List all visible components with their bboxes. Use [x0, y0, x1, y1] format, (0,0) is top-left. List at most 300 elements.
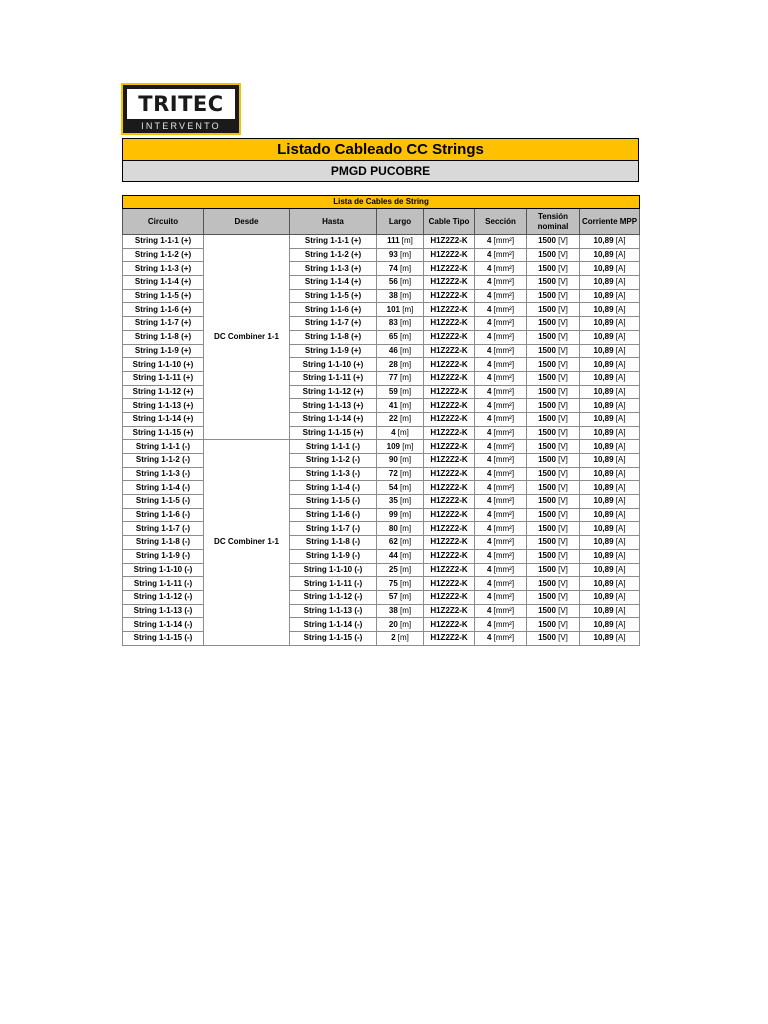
destination-value: String 1-1-5 (-)	[305, 496, 361, 506]
section-cell	[475, 522, 527, 536]
section-value: 4	[486, 400, 492, 410]
voltage-unit: [V]	[558, 619, 568, 629]
voltage-cell	[527, 604, 580, 618]
voltage-unit: [V]	[558, 359, 568, 369]
current-cell	[580, 563, 640, 577]
table-row	[123, 563, 640, 577]
current-unit: [A]	[615, 605, 626, 615]
current-value: 10,89	[593, 469, 614, 479]
current-value: 10,89	[593, 414, 614, 424]
cable-type-value: H1Z2Z2-K	[430, 496, 468, 506]
length-cell	[377, 303, 424, 317]
length-value: 54	[388, 482, 398, 492]
circuit-value: String 1-1-5 (-)	[135, 496, 191, 506]
cable-type-value: H1Z2Z2-K	[430, 605, 468, 615]
current-cell	[580, 508, 640, 522]
section-value: 4	[486, 345, 492, 355]
section-unit: [mm²]	[493, 277, 515, 287]
length-unit: [m]	[400, 469, 412, 479]
voltage-value: 1500	[538, 537, 556, 547]
section-unit: [mm²]	[493, 373, 515, 383]
destination-cell	[290, 289, 377, 303]
table-row	[123, 536, 640, 550]
section-cell	[475, 276, 527, 290]
current-unit: [A]	[615, 304, 626, 314]
table-row	[123, 522, 640, 536]
section-unit: [mm²]	[493, 510, 515, 520]
length-unit: [m]	[400, 496, 412, 506]
voltage-value: 1500	[538, 414, 556, 424]
circuit-cell	[123, 262, 204, 276]
cable-type-value: H1Z2Z2-K	[430, 414, 468, 424]
current-unit: [A]	[615, 250, 626, 260]
voltage-value: 1500	[538, 633, 556, 643]
length-cell	[377, 549, 424, 563]
voltage-unit: [V]	[558, 510, 568, 520]
destination-value: String 1-1-3 (+)	[304, 263, 362, 273]
table-row	[123, 371, 640, 385]
current-value: 10,89	[593, 578, 614, 588]
circuit-cell	[123, 440, 204, 454]
voltage-value: 1500	[538, 318, 556, 328]
length-value: 4	[391, 427, 396, 437]
origin-value: DC Combiner 1-1	[214, 537, 279, 547]
circuit-cell	[123, 303, 204, 317]
current-cell	[580, 248, 640, 262]
circuit-value: String 1-1-1 (-)	[135, 441, 191, 451]
length-unit: [m]	[402, 441, 414, 451]
length-cell	[377, 618, 424, 632]
circuit-value: String 1-1-15 (+)	[132, 427, 194, 437]
cable-type-cell	[424, 385, 475, 399]
voltage-value: 1500	[538, 482, 556, 492]
section-cell	[475, 495, 527, 509]
voltage-cell	[527, 481, 580, 495]
circuit-value: String 1-1-12 (+)	[132, 386, 194, 396]
cable-type-cell	[424, 495, 475, 509]
voltage-unit: [V]	[558, 345, 568, 355]
length-value: 2	[391, 633, 396, 643]
length-cell	[377, 563, 424, 577]
current-value: 10,89	[593, 496, 614, 506]
length-cell	[377, 262, 424, 276]
voltage-unit: [V]	[558, 482, 568, 492]
length-value: 74	[388, 263, 398, 273]
length-value: 38	[388, 605, 398, 615]
voltage-value: 1500	[538, 619, 556, 629]
section-value: 4	[486, 427, 492, 437]
voltage-cell	[527, 631, 580, 645]
destination-cell	[290, 426, 377, 440]
voltage-unit: [V]	[558, 291, 568, 301]
current-unit: [A]	[615, 414, 626, 424]
section-unit: [mm²]	[493, 441, 515, 451]
section-cell	[475, 631, 527, 645]
section-value: 4	[486, 564, 492, 574]
length-unit: [m]	[400, 291, 412, 301]
section-unit: [mm²]	[493, 345, 515, 355]
cable-type-cell	[424, 577, 475, 591]
destination-value: String 1-1-9 (-)	[305, 551, 361, 561]
column-header: Desde	[204, 209, 290, 235]
current-unit: [A]	[615, 523, 626, 533]
length-unit: [m]	[400, 455, 412, 465]
cable-type-value: H1Z2Z2-K	[430, 277, 468, 287]
section-unit: [mm²]	[493, 318, 515, 328]
current-value: 10,89	[593, 523, 614, 533]
section-value: 4	[486, 523, 492, 533]
circuit-value: String 1-1-7 (+)	[134, 318, 192, 328]
voltage-unit: [V]	[558, 277, 568, 287]
destination-value: String 1-1-10 (+)	[302, 359, 364, 369]
voltage-unit: [V]	[558, 537, 568, 547]
table-caption: Lista de Cables de String	[123, 196, 640, 209]
section-cell	[475, 248, 527, 262]
circuit-cell	[123, 248, 204, 262]
voltage-cell	[527, 344, 580, 358]
circuit-cell	[123, 330, 204, 344]
cable-type-cell	[424, 276, 475, 290]
voltage-cell	[527, 385, 580, 399]
table-body	[123, 235, 640, 646]
voltage-unit: [V]	[558, 250, 568, 260]
current-cell	[580, 549, 640, 563]
section-value: 4	[486, 291, 492, 301]
cable-type-cell	[424, 262, 475, 276]
table-row	[123, 631, 640, 645]
length-cell	[377, 248, 424, 262]
current-unit: [A]	[615, 551, 626, 561]
current-value: 10,89	[593, 455, 614, 465]
destination-value: String 1-1-13 (-)	[303, 605, 363, 615]
circuit-value: String 1-1-10 (+)	[132, 359, 194, 369]
cable-type-value: H1Z2Z2-K	[430, 304, 468, 314]
voltage-value: 1500	[538, 236, 556, 246]
cable-type-cell	[424, 590, 475, 604]
current-cell	[580, 604, 640, 618]
current-unit: [A]	[615, 277, 626, 287]
voltage-unit: [V]	[558, 633, 568, 643]
voltage-unit: [V]	[558, 236, 568, 246]
voltage-value: 1500	[538, 578, 556, 588]
length-unit: [m]	[400, 386, 412, 396]
current-unit: [A]	[615, 592, 626, 602]
circuit-value: String 1-1-12 (-)	[133, 592, 193, 602]
circuit-value: String 1-1-8 (+)	[134, 332, 192, 342]
current-cell	[580, 577, 640, 591]
current-unit: [A]	[615, 482, 626, 492]
destination-value: String 1-1-11 (-)	[303, 578, 363, 588]
circuit-cell	[123, 399, 204, 413]
cable-type-cell	[424, 426, 475, 440]
table-row	[123, 495, 640, 509]
cable-type-cell	[424, 467, 475, 481]
destination-value: String 1-1-2 (+)	[304, 250, 362, 260]
logo-brand: TRITEC	[138, 91, 224, 116]
length-value: 38	[388, 291, 398, 301]
length-value: 111	[387, 236, 400, 246]
voltage-unit: [V]	[558, 496, 568, 506]
circuit-cell	[123, 426, 204, 440]
current-unit: [A]	[615, 359, 626, 369]
table-row	[123, 577, 640, 591]
voltage-unit: [V]	[558, 523, 568, 533]
circuit-cell	[123, 289, 204, 303]
circuit-cell	[123, 454, 204, 468]
current-cell	[580, 262, 640, 276]
section-value: 4	[486, 277, 492, 287]
circuit-cell	[123, 618, 204, 632]
current-value: 10,89	[593, 345, 614, 355]
current-cell	[580, 385, 640, 399]
cable-type-value: H1Z2Z2-K	[430, 469, 468, 479]
length-value: 72	[388, 469, 398, 479]
length-value: 77	[388, 373, 398, 383]
destination-cell	[290, 522, 377, 536]
voltage-value: 1500	[538, 250, 556, 260]
voltage-unit: [V]	[558, 332, 568, 342]
voltage-unit: [V]	[558, 441, 568, 451]
section-unit: [mm²]	[493, 551, 515, 561]
current-value: 10,89	[593, 510, 614, 520]
length-unit: [m]	[400, 332, 412, 342]
table-row	[123, 385, 640, 399]
destination-value: String 1-1-3 (-)	[305, 469, 361, 479]
destination-cell	[290, 317, 377, 331]
length-unit: [m]	[400, 551, 412, 561]
section-unit: [mm²]	[493, 633, 515, 643]
circuit-cell	[123, 508, 204, 522]
cable-type-cell	[424, 454, 475, 468]
section-cell	[475, 262, 527, 276]
cable-type-cell	[424, 248, 475, 262]
section-cell	[475, 303, 527, 317]
length-value: 35	[388, 496, 398, 506]
length-value: 46	[388, 345, 398, 355]
cable-type-cell	[424, 371, 475, 385]
section-cell	[475, 618, 527, 632]
destination-cell	[290, 454, 377, 468]
cable-type-cell	[424, 289, 475, 303]
length-unit: [m]	[400, 318, 412, 328]
current-cell	[580, 303, 640, 317]
voltage-value: 1500	[538, 564, 556, 574]
voltage-unit: [V]	[558, 304, 568, 314]
destination-cell	[290, 344, 377, 358]
circuit-value: String 1-1-13 (-)	[133, 605, 193, 615]
section-cell	[475, 317, 527, 331]
current-unit: [A]	[615, 633, 626, 643]
voltage-value: 1500	[538, 523, 556, 533]
voltage-value: 1500	[538, 510, 556, 520]
section-value: 4	[486, 496, 492, 506]
voltage-cell	[527, 303, 580, 317]
current-cell	[580, 344, 640, 358]
voltage-cell	[527, 563, 580, 577]
length-cell	[377, 522, 424, 536]
voltage-cell	[527, 262, 580, 276]
current-value: 10,89	[593, 619, 614, 629]
table-row	[123, 317, 640, 331]
cable-type-cell	[424, 508, 475, 522]
table-row	[123, 303, 640, 317]
cable-type-cell	[424, 317, 475, 331]
destination-value: String 1-1-7 (+)	[304, 318, 362, 328]
section-unit: [mm²]	[493, 578, 515, 588]
length-cell	[377, 577, 424, 591]
origin-cell	[204, 235, 290, 440]
voltage-unit: [V]	[558, 605, 568, 615]
section-unit: [mm²]	[493, 619, 515, 629]
length-cell	[377, 495, 424, 509]
destination-cell	[290, 481, 377, 495]
voltage-value: 1500	[538, 496, 556, 506]
section-cell	[475, 330, 527, 344]
voltage-value: 1500	[538, 455, 556, 465]
length-cell	[377, 289, 424, 303]
length-unit: [m]	[402, 304, 414, 314]
section-cell	[475, 385, 527, 399]
voltage-value: 1500	[538, 551, 556, 561]
destination-cell	[290, 358, 377, 372]
current-value: 10,89	[593, 441, 614, 451]
length-value: 90	[388, 455, 398, 465]
voltage-cell	[527, 358, 580, 372]
table-row	[123, 412, 640, 426]
section-value: 4	[486, 263, 492, 273]
length-unit: [m]	[397, 633, 409, 643]
length-value: 25	[388, 564, 398, 574]
section-cell	[475, 563, 527, 577]
circuit-cell	[123, 276, 204, 290]
length-unit: [m]	[400, 482, 412, 492]
destination-value: String 1-1-7 (-)	[305, 523, 361, 533]
cable-type-value: H1Z2Z2-K	[430, 523, 468, 533]
section-cell	[475, 604, 527, 618]
cable-type-value: H1Z2Z2-K	[430, 400, 468, 410]
circuit-cell	[123, 317, 204, 331]
current-unit: [A]	[615, 578, 626, 588]
length-unit: [m]	[400, 277, 412, 287]
circuit-value: String 1-1-4 (+)	[134, 277, 192, 287]
length-unit: [m]	[400, 564, 412, 574]
table-row	[123, 330, 640, 344]
length-cell	[377, 481, 424, 495]
destination-value: String 1-1-8 (-)	[305, 537, 361, 547]
table-row	[123, 440, 640, 454]
voltage-value: 1500	[538, 359, 556, 369]
table-row	[123, 481, 640, 495]
current-value: 10,89	[593, 250, 614, 260]
cable-type-value: H1Z2Z2-K	[430, 291, 468, 301]
cable-type-cell	[424, 412, 475, 426]
current-unit: [A]	[615, 400, 626, 410]
destination-value: String 1-1-2 (-)	[305, 455, 361, 465]
length-value: 44	[388, 551, 398, 561]
section-cell	[475, 549, 527, 563]
current-unit: [A]	[615, 263, 626, 273]
cable-type-cell	[424, 563, 475, 577]
destination-value: String 1-1-14 (+)	[302, 414, 364, 424]
current-cell	[580, 358, 640, 372]
cable-type-cell	[424, 440, 475, 454]
destination-value: String 1-1-11 (+)	[302, 373, 364, 383]
string-cable-table	[122, 195, 640, 646]
section-unit: [mm²]	[493, 250, 515, 260]
destination-value: String 1-1-8 (+)	[304, 332, 362, 342]
section-value: 4	[486, 373, 492, 383]
voltage-cell	[527, 495, 580, 509]
current-value: 10,89	[593, 551, 614, 561]
circuit-cell	[123, 536, 204, 550]
company-logo	[121, 83, 241, 135]
section-unit: [mm²]	[493, 400, 515, 410]
section-cell	[475, 508, 527, 522]
voltage-value: 1500	[538, 373, 556, 383]
destination-cell	[290, 276, 377, 290]
length-value: 41	[388, 400, 398, 410]
voltage-value: 1500	[538, 277, 556, 287]
voltage-unit: [V]	[558, 578, 568, 588]
voltage-unit: [V]	[558, 414, 568, 424]
cable-type-cell	[424, 303, 475, 317]
section-value: 4	[486, 633, 492, 643]
current-value: 10,89	[593, 236, 614, 246]
section-unit: [mm²]	[493, 427, 515, 437]
cable-type-value: H1Z2Z2-K	[430, 263, 468, 273]
voltage-cell	[527, 618, 580, 632]
current-value: 10,89	[593, 400, 614, 410]
voltage-cell	[527, 276, 580, 290]
destination-value: String 1-1-5 (+)	[304, 291, 362, 301]
current-cell	[580, 536, 640, 550]
table-header-row	[123, 209, 640, 235]
destination-cell	[290, 604, 377, 618]
table-row	[123, 289, 640, 303]
length-cell	[377, 385, 424, 399]
current-cell	[580, 317, 640, 331]
voltage-cell	[527, 536, 580, 550]
cable-type-value: H1Z2Z2-K	[430, 592, 468, 602]
cable-type-cell	[424, 549, 475, 563]
cable-type-value: H1Z2Z2-K	[430, 619, 468, 629]
current-cell	[580, 590, 640, 604]
cable-type-cell	[424, 481, 475, 495]
column-header: Sección	[475, 209, 527, 235]
current-cell	[580, 618, 640, 632]
current-unit: [A]	[615, 564, 626, 574]
circuit-value: String 1-1-6 (-)	[135, 510, 191, 520]
section-unit: [mm²]	[493, 386, 515, 396]
section-value: 4	[486, 441, 492, 451]
destination-value: String 1-1-4 (+)	[304, 277, 362, 287]
circuit-cell	[123, 371, 204, 385]
length-unit: [m]	[400, 359, 412, 369]
section-value: 4	[486, 304, 492, 314]
circuit-cell	[123, 590, 204, 604]
length-unit: [m]	[400, 414, 412, 424]
document-title: Listado Cableado CC Strings	[122, 138, 639, 161]
current-cell	[580, 399, 640, 413]
current-unit: [A]	[615, 236, 626, 246]
destination-cell	[290, 412, 377, 426]
length-value: 62	[388, 537, 398, 547]
current-value: 10,89	[593, 427, 614, 437]
voltage-cell	[527, 248, 580, 262]
length-cell	[377, 358, 424, 372]
section-unit: [mm²]	[493, 455, 515, 465]
length-unit: [m]	[400, 592, 412, 602]
